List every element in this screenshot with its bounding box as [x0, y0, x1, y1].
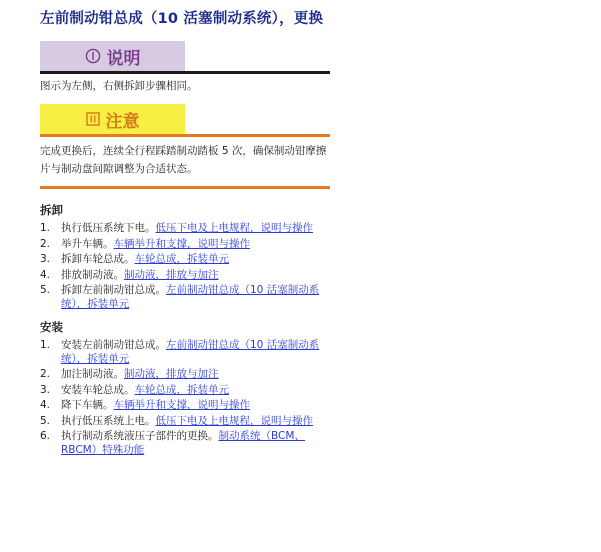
step-text: 执行低压系统上电。: [61, 414, 156, 427]
installation-heading: 安装: [40, 320, 63, 334]
list-item: [40, 430, 332, 457]
info-circle-icon: [85, 48, 101, 64]
step-number: 1.: [40, 222, 51, 234]
removal-steps: [40, 222, 332, 311]
step-number: 3.: [40, 253, 51, 265]
step-number: 4.: [40, 399, 51, 411]
step-number: 2.: [40, 368, 51, 380]
list-item: [40, 238, 332, 252]
step-number: 5.: [40, 414, 51, 427]
info-notice-label: 说明: [106, 48, 141, 69]
list-item: [40, 222, 332, 236]
list-item: [40, 399, 332, 413]
caution-notice-label-box: [40, 104, 185, 134]
step-text: 拆卸车轮总成。: [61, 253, 135, 265]
caution-notice: [40, 104, 332, 136]
step-link[interactable]: 车轮总成，拆装单元: [134, 383, 229, 396]
list-item: [40, 368, 332, 382]
step-text: 拆卸左前制动钳总成。: [61, 284, 166, 296]
step-text: 降下车辆。: [61, 399, 114, 411]
caution-end-rule: [40, 186, 330, 189]
info-notice-text: 图示为左侧，右侧拆卸步骤相同。: [40, 80, 198, 92]
step-link[interactable]: 左前制动钳总成（10 活塞制动系统），拆装单元: [61, 339, 320, 365]
step-link[interactable]: 左前制动钳总成（10 活塞制动系统），拆装单元: [61, 284, 320, 310]
step-link[interactable]: 制动系统（BCM、RBCM）特殊功能: [61, 430, 305, 456]
step-text: 举升车辆。: [61, 237, 114, 250]
step-number: 1.: [40, 339, 51, 351]
step-text: 安装车轮总成。: [61, 383, 135, 396]
caution-notice-rule: [40, 134, 330, 137]
info-notice: [40, 41, 332, 73]
step-text: 加注制动液。: [61, 368, 124, 380]
document-page: [40, 8, 332, 459]
info-notice-rule: [40, 71, 330, 74]
step-link[interactable]: 制动液，排放与加注: [124, 368, 219, 380]
step-number: 5.: [40, 284, 51, 296]
step-text: 安装左前制动钳总成。: [61, 339, 166, 351]
step-text: 执行制动系统液压子部件的更换。: [61, 430, 219, 442]
list-item: [40, 269, 332, 283]
step-number: 6.: [40, 430, 51, 442]
step-text: 排放制动液。: [61, 268, 124, 281]
removal-heading: 拆卸: [40, 203, 63, 217]
caution-square-icon: [86, 112, 100, 126]
list-item: [40, 339, 332, 366]
list-item: [40, 284, 332, 311]
list-item: [40, 384, 332, 398]
list-item: [40, 415, 332, 429]
info-notice-label-box: [40, 41, 185, 71]
installation-steps: [40, 339, 332, 457]
step-link[interactable]: 低压下电及上电规程，说明与操作: [155, 222, 313, 234]
step-link[interactable]: 车辆举升和支撑，说明与操作: [113, 237, 250, 250]
step-number: 2.: [40, 237, 51, 250]
caution-notice-label: 注意: [105, 111, 140, 132]
step-text: 执行低压系统下电。: [61, 222, 156, 234]
step-number: 4.: [40, 268, 51, 281]
step-link[interactable]: 制动液，排放与加注: [124, 268, 219, 281]
step-link[interactable]: 车轮总成，拆装单元: [134, 253, 229, 265]
caution-notice-text: 完成更换后，连续全行程踩踏制动踏板 5 次，确保制动钳摩擦片与制动盘间隙调整为合适状态。: [40, 145, 327, 175]
list-item: [40, 253, 332, 267]
page-title: 左前制动钳总成（10 活塞制动系统），更换: [40, 11, 324, 27]
step-link[interactable]: 低压下电及上电规程，说明与操作: [155, 414, 313, 427]
step-number: 3.: [40, 383, 51, 396]
step-link[interactable]: 车辆举升和支撑，说明与操作: [113, 399, 250, 411]
